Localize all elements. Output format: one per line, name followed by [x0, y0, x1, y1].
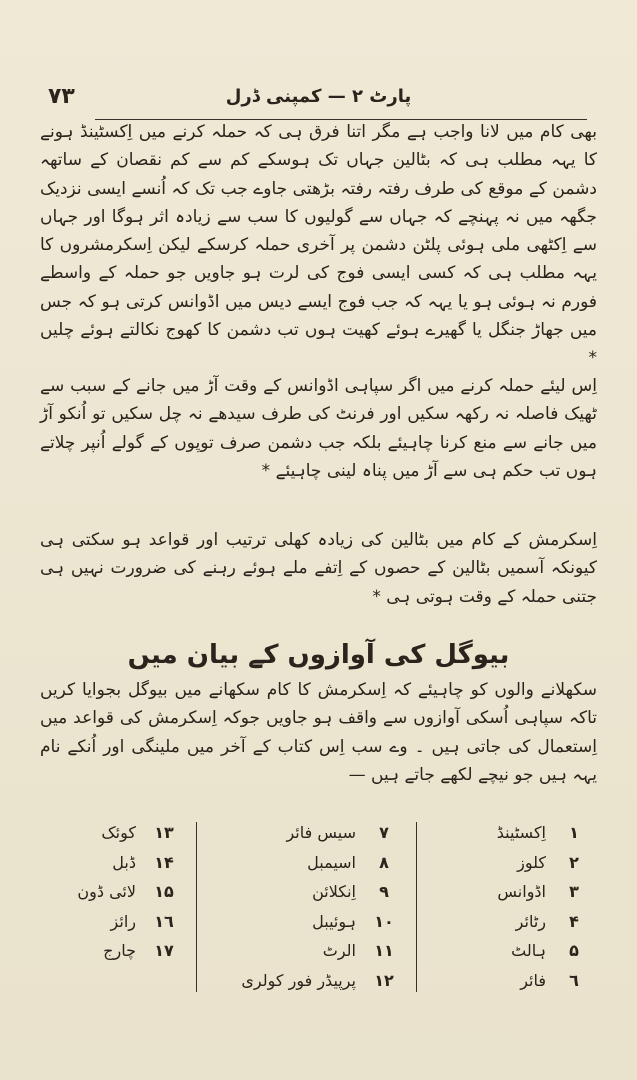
bugle-calls-list	[45, 818, 592, 996]
list-number: ١٧	[154, 941, 174, 961]
list-label: کوئک	[101, 823, 136, 843]
list-label: اِکسٹینڈ	[496, 823, 546, 843]
list-number: ۴	[569, 911, 579, 931]
list-number: ١۴	[154, 852, 174, 872]
list-number: ٢	[569, 852, 579, 872]
list-number: ٨	[379, 852, 389, 872]
list-number: ١٣	[154, 823, 174, 843]
list-item	[42, 907, 182, 937]
list-label: چارج	[103, 941, 136, 961]
paragraph-text: اِس لیئے حملہ کرنے میں اگر سپاہی اڈوانس کے وقت آڑ میں جانے کے سبب سے ٹھیک فاصلہ نہ رکھہ سکیں اور فرنٹ کی طرف سیدھے نہ چل سکیں تو اُنکو آڑ میں جانے سے منع کرنا چاہیئے بلکہ جب دشمن صرف توپوں کے گولے اُنپر چلاتے ہوں تب حکم ہی سے آڑ میں پناہ لینی چاہیئے *	[40, 376, 597, 481]
list-item	[222, 877, 402, 907]
list-label: اِنکلائن	[312, 882, 356, 902]
list-number: ١٠	[374, 911, 394, 931]
list-item	[42, 818, 182, 848]
paragraph-text: سکھلانے والوں کو چاہیئے کہ اِسکرمش کا کام سکھانے میں بیوگل بجوایا کریں تاکہ سپاہی اُسکی آوازوں سے واقف ہو جاویں جوکہ اِسکرمش کی قواعد میں اِستعمال کی جاتی ہیں ۔ وے سب اِس کتاب کے آخر میں ملینگی اور اُنکے نام یہہ ہیں جو نیچے لکھے جاتے ہیں —	[40, 680, 597, 785]
list-number: ١٢	[374, 970, 394, 990]
list-number: ۵	[569, 941, 579, 961]
list-label: ہالٹ	[511, 941, 546, 961]
list-item	[222, 936, 402, 966]
running-title: پارٹ ٢ — کمپنی ڈرل	[225, 86, 412, 107]
list-label: فائر	[520, 970, 546, 990]
list-item	[432, 936, 592, 966]
list-label: ہوئیبل	[312, 911, 356, 931]
list-label: لائی ڈون	[77, 882, 136, 902]
list-number: ١۵	[154, 882, 174, 902]
list-item	[42, 936, 182, 966]
list-item	[222, 907, 402, 937]
list-label: اڈوانس	[497, 882, 546, 902]
list-number: ٩	[379, 882, 389, 902]
list-item	[42, 848, 182, 878]
list-label: الرٹ	[322, 941, 356, 961]
list-label: رائز	[110, 911, 136, 931]
list-number: ٣	[569, 882, 579, 902]
column-divider	[196, 822, 197, 992]
list-label: سیس فائر	[286, 823, 356, 843]
list-label: اسیمبل	[307, 852, 356, 872]
column-divider	[416, 822, 417, 992]
list-item	[432, 966, 592, 996]
page-number: ٧٣	[48, 84, 75, 109]
list-number: ٧	[379, 823, 389, 843]
list-number: ١١	[374, 941, 394, 961]
list-number: ١	[569, 823, 579, 843]
paragraph-open-order	[40, 526, 597, 611]
paragraph-bugle-intro	[40, 676, 597, 789]
list-label: پرپیڈر فور کولری	[241, 970, 356, 990]
list-item	[222, 966, 402, 996]
list-number: ١٦	[154, 911, 174, 931]
list-label: کلوز	[517, 852, 546, 872]
list-item	[42, 877, 182, 907]
paragraph-text: اِسکرمش کے کام میں بٹالین کی زیادہ کھلی ترتیب اور قواعد ہو سکتی ہی کیونکہ آسمیں بٹالین کے حصوں کے اِتفے ملے ہوئے رہنے کی ضرورت نہیں ہی جتنی حملہ کے وقت ہوتی ہی *	[40, 530, 597, 607]
list-item	[432, 818, 592, 848]
paragraph-skirmish-extend	[40, 118, 597, 373]
paragraph-text: بھی کام میں لانا واجب ہے مگر اتنا فرق ہی کہ حملہ کرنے میں اِکسٹینڈ ہونے کا یہہ مطلب ہی کہ بٹالین جہاں تک ہوسکے کم سے کم نقصان کے ساتھہ دشمن کے موقع کی طرف رفتہ رفتہ بڑھتی جاوے جب تک کہ اُنسے ایسی نزدیک جگھہ میں نہ پہنچے کہ جہاں سے گولیوں کا سب سے زیادہ اثر ہوگا اور جہاں سے اِکٹھی ملی ہوئی پلٹن دشمن پر آخری حملہ کرسکے لیکن اِسکرمشروں کا یہہ مطلب ہی کہ کسی ایسی فوج کی لرت ہو جاویں جو حملہ کے واسطے فورم نہ ہوئی ہو یا یہہ کہ جب فوج ایسے دیس میں اڈوانس کرتی ہو کہ جس میں جھاڑ جنگل یا گھیرے ہوئے کھیت ہوں تب دشمن کا کھوج نکالتے ہوئے چلیں *	[40, 122, 597, 369]
list-item	[222, 818, 402, 848]
list-label: رٹائر	[515, 911, 546, 931]
bugle-calls-column-2	[222, 818, 402, 996]
list-item	[222, 848, 402, 878]
list-item	[432, 907, 592, 937]
list-item	[432, 848, 592, 878]
list-label: ڈبل	[112, 852, 136, 872]
list-item	[432, 877, 592, 907]
bugle-calls-column-1	[432, 818, 592, 996]
section-heading: بیوگل کی آوازوں کے بیان میں	[127, 640, 510, 670]
page-header	[40, 80, 597, 120]
list-number: ٦	[569, 970, 579, 990]
bugle-calls-column-3	[42, 818, 182, 996]
paragraph-cover-advance	[40, 372, 597, 485]
